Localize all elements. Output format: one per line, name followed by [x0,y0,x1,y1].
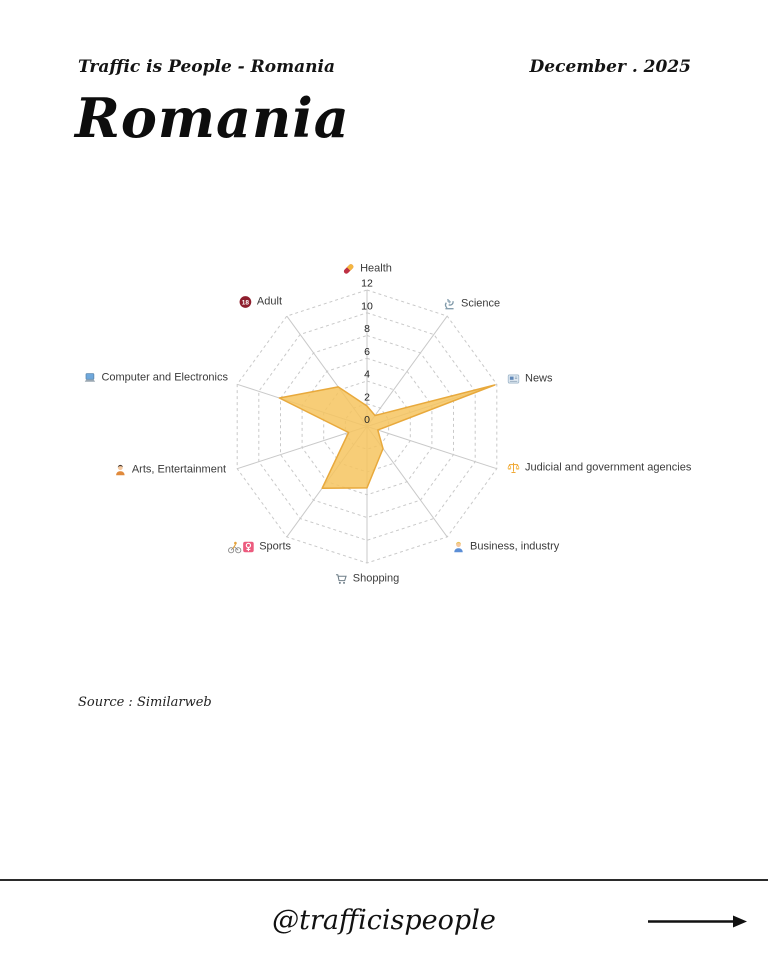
page-title: Romania [75,86,350,150]
radial-tick-label: 0 [364,414,370,426]
category-label-text: Adult [256,295,282,308]
svg-text:18: 18 [241,299,250,307]
category-label-text: News [525,372,553,385]
date-text: December . 2025 [529,57,691,77]
category-label-text: Health [360,262,392,275]
category-label-text: Shopping [352,572,400,585]
right-arrow-icon [648,914,748,934]
radial-tick-label: 10 [361,300,373,313]
category-label-science [443,298,500,311]
category-label-judicial-and-government-agencies [507,462,691,475]
category-label-computer-and-electronics [83,372,228,385]
brand-text: Traffic is People - Romania [78,57,335,77]
category-label-news [507,373,553,386]
radial-tick-label: 2 [364,391,370,404]
businessman-icon [452,541,465,554]
scales-icon [507,462,520,475]
source-note: Source : Similarweb [78,695,212,710]
category-label-text: Business, industry [470,540,560,553]
category-label-text: Arts, Entertainment [131,463,226,476]
woman-cyclist-icon [227,541,254,554]
cart-icon [335,573,348,586]
radial-tick-label: 12 [361,277,373,290]
radial-tick-label: 8 [364,323,370,335]
category-label-text: Computer and Electronics [101,371,228,384]
category-label-text: Science [461,297,501,310]
under-18-icon [239,296,252,309]
radial-tick-label: 4 [364,368,370,381]
category-label-text: Sports [259,540,291,553]
category-label-arts-entertainment [114,464,226,477]
category-label-health [342,263,392,276]
radial-tick-label: 6 [364,345,370,358]
footer-handle: @trafficispeople [272,905,496,936]
radar-data-polygon [279,385,494,488]
artist-icon [114,464,127,477]
category-label-sports [227,541,291,554]
category-label-shopping [335,573,400,586]
footer-divider [0,879,768,881]
category-label-adult [239,296,282,309]
pill-icon [342,263,355,276]
newspaper-icon [507,373,520,386]
laptop-icon [83,372,96,385]
microscope-icon [443,298,456,311]
category-label-text: Judicial and government agencies [525,461,692,474]
category-label-business-industry [452,541,559,554]
